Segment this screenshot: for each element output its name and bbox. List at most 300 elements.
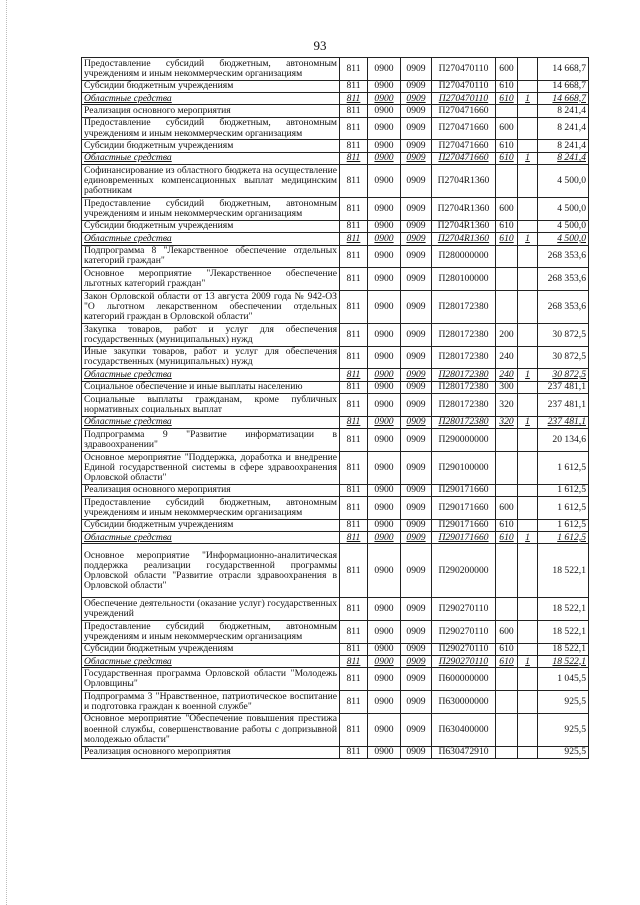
item-name: Закон Орловской области от 13 августа 2009 года № 942-ОЗ "О льготном лекарственном обеспечении отдельных категорий граждан в Орловской области" xyxy=(82,290,340,323)
funding-source-code xyxy=(518,381,538,393)
table-row xyxy=(82,620,589,643)
target-article-code: П290270110 xyxy=(432,643,496,655)
section-code: 0900 xyxy=(368,532,401,544)
expense-type-code xyxy=(496,105,518,117)
funding-source-code xyxy=(518,598,538,621)
amount: 18 522,1 xyxy=(538,620,589,643)
funding-source-code xyxy=(518,394,538,417)
subsection-code: 0909 xyxy=(401,655,432,667)
expense-type-code: 610 xyxy=(496,80,518,92)
amount: 4 500,0 xyxy=(538,198,589,221)
expense-type-code: 600 xyxy=(496,198,518,221)
expense-type-code: 610 xyxy=(496,220,518,232)
item-name: Социальные выплаты гражданам, кроме публичных нормативных социальных выплат xyxy=(82,394,340,417)
funding-source-code xyxy=(518,690,538,713)
item-name: Субсидии бюджетным учреждениям xyxy=(82,140,340,152)
item-name: Закупка товаров, работ и услуг для обеспечения государственных (муниципальных) нужд xyxy=(82,323,340,346)
amount: 925,5 xyxy=(538,746,589,758)
expense-type-code xyxy=(496,598,518,621)
item-name: Областные средства xyxy=(82,655,340,667)
amount: 925,5 xyxy=(538,690,589,713)
amount: 14 668,7 xyxy=(538,93,589,105)
item-name: Областные средства xyxy=(82,233,340,245)
subsection-code: 0909 xyxy=(401,394,432,417)
subsection-code: 0909 xyxy=(401,451,432,484)
item-name: Областные средства xyxy=(82,93,340,105)
grbs-code: 811 xyxy=(340,429,368,452)
funding-source-code xyxy=(518,429,538,452)
funding-source-code: 1 xyxy=(518,152,538,164)
subsection-code: 0909 xyxy=(401,519,432,531)
table-row xyxy=(82,323,589,346)
table-row xyxy=(82,598,589,621)
amount: 8 241,4 xyxy=(538,117,589,140)
target-article-code: П270471660 xyxy=(432,105,496,117)
subsection-code: 0909 xyxy=(401,80,432,92)
item-name: Субсидии бюджетным учреждениям xyxy=(82,519,340,531)
item-name: Предоставление субсидий бюджетным, автономным учреждениям и иным некоммерческим организациям xyxy=(82,198,340,221)
amount: 268 353,6 xyxy=(538,290,589,323)
expense-type-code xyxy=(496,245,518,268)
table-row xyxy=(82,381,589,393)
subsection-code: 0909 xyxy=(401,544,432,598)
grbs-code: 811 xyxy=(340,268,368,291)
item-name: Субсидии бюджетным учреждениям xyxy=(82,643,340,655)
section-code: 0900 xyxy=(368,497,401,520)
subsection-code: 0909 xyxy=(401,93,432,105)
table-row xyxy=(82,497,589,520)
section-code: 0900 xyxy=(368,369,401,381)
target-article-code: П290000000 xyxy=(432,429,496,452)
funding-source-code xyxy=(518,620,538,643)
grbs-code: 811 xyxy=(340,598,368,621)
target-article-code: П280172380 xyxy=(432,290,496,323)
amount: 1 045,5 xyxy=(538,668,589,691)
table-row xyxy=(82,532,589,544)
funding-source-code xyxy=(518,497,538,520)
funding-source-code xyxy=(518,198,538,221)
target-article-code: П290171660 xyxy=(432,497,496,520)
subsection-code: 0909 xyxy=(401,198,432,221)
expense-type-code: 320 xyxy=(496,394,518,417)
section-code: 0900 xyxy=(368,620,401,643)
subsection-code: 0909 xyxy=(401,268,432,291)
target-article-code: П280172380 xyxy=(432,369,496,381)
table-row xyxy=(82,117,589,140)
table-row xyxy=(82,690,589,713)
amount: 4 500,0 xyxy=(538,220,589,232)
expense-type-code: 240 xyxy=(496,369,518,381)
subsection-code: 0909 xyxy=(401,165,432,198)
subsection-code: 0909 xyxy=(401,484,432,496)
funding-source-code xyxy=(518,643,538,655)
amount: 268 353,6 xyxy=(538,245,589,268)
page-number: 93 xyxy=(313,38,327,53)
grbs-code: 811 xyxy=(340,117,368,140)
section-code: 0900 xyxy=(368,58,401,81)
section-code: 0900 xyxy=(368,668,401,691)
expense-type-code xyxy=(496,746,518,758)
expense-type-code xyxy=(496,451,518,484)
table-row xyxy=(82,233,589,245)
section-code: 0900 xyxy=(368,198,401,221)
grbs-code: 811 xyxy=(340,746,368,758)
table-row xyxy=(82,93,589,105)
grbs-code: 811 xyxy=(340,140,368,152)
table-row xyxy=(82,220,589,232)
expense-type-code: 600 xyxy=(496,58,518,81)
budget-table xyxy=(81,57,589,759)
funding-source-code xyxy=(518,323,538,346)
target-article-code: П280172380 xyxy=(432,323,496,346)
amount: 8 241,4 xyxy=(538,105,589,117)
grbs-code: 811 xyxy=(340,668,368,691)
section-code: 0900 xyxy=(368,598,401,621)
expense-type-code: 610 xyxy=(496,519,518,531)
expense-type-code xyxy=(496,429,518,452)
item-name: Подпрограмма 9 "Развитие информатизации в здравоохранении" xyxy=(82,429,340,452)
funding-source-code xyxy=(518,290,538,323)
table-row xyxy=(82,268,589,291)
funding-source-code xyxy=(518,58,538,81)
grbs-code: 811 xyxy=(340,105,368,117)
target-article-code: П290270110 xyxy=(432,655,496,667)
grbs-code: 811 xyxy=(340,220,368,232)
amount: 925,5 xyxy=(538,713,589,746)
target-article-code: П290171660 xyxy=(432,519,496,531)
table-row xyxy=(82,394,589,417)
grbs-code: 811 xyxy=(340,323,368,346)
grbs-code: 811 xyxy=(340,394,368,417)
page-edge-line xyxy=(6,0,7,905)
section-code: 0900 xyxy=(368,429,401,452)
grbs-code: 811 xyxy=(340,58,368,81)
subsection-code: 0909 xyxy=(401,140,432,152)
grbs-code: 811 xyxy=(340,80,368,92)
subsection-code: 0909 xyxy=(401,369,432,381)
expense-type-code: 320 xyxy=(496,416,518,428)
amount: 14 668,7 xyxy=(538,80,589,92)
expense-type-code: 610 xyxy=(496,643,518,655)
table-row xyxy=(82,713,589,746)
grbs-code: 811 xyxy=(340,497,368,520)
section-code: 0900 xyxy=(368,220,401,232)
item-name: Предоставление субсидий бюджетным, автономным учреждениям и иным некоммерческим организациям xyxy=(82,58,340,81)
target-article-code: П280000000 xyxy=(432,245,496,268)
target-article-code: П290100000 xyxy=(432,451,496,484)
subsection-code: 0909 xyxy=(401,245,432,268)
amount: 18 522,1 xyxy=(538,598,589,621)
item-name: Основное мероприятие "Поддержка, доработка и внедрение Единой государственной системы в сфере здравоохранения Орловской области" xyxy=(82,451,340,484)
expense-type-code xyxy=(496,668,518,691)
table-row xyxy=(82,544,589,598)
funding-source-code: 1 xyxy=(518,532,538,544)
expense-type-code xyxy=(496,290,518,323)
expense-type-code: 300 xyxy=(496,381,518,393)
target-article-code: П2704R1360 xyxy=(432,198,496,221)
section-code: 0900 xyxy=(368,519,401,531)
item-name: Субсидии бюджетным учреждениям xyxy=(82,220,340,232)
target-article-code: П600000000 xyxy=(432,668,496,691)
funding-source-code: 1 xyxy=(518,93,538,105)
subsection-code: 0909 xyxy=(401,346,432,369)
section-code: 0900 xyxy=(368,117,401,140)
grbs-code: 811 xyxy=(340,713,368,746)
target-article-code: П2704R1360 xyxy=(432,165,496,198)
target-article-code: П280172380 xyxy=(432,394,496,417)
subsection-code: 0909 xyxy=(401,233,432,245)
target-article-code: П270471660 xyxy=(432,140,496,152)
item-name: Реализация основного мероприятия xyxy=(82,484,340,496)
expense-type-code: 240 xyxy=(496,346,518,369)
funding-source-code xyxy=(518,746,538,758)
amount: 1 612,5 xyxy=(538,532,589,544)
subsection-code: 0909 xyxy=(401,690,432,713)
table-row xyxy=(82,290,589,323)
expense-type-code: 600 xyxy=(496,117,518,140)
subsection-code: 0909 xyxy=(401,497,432,520)
subsection-code: 0909 xyxy=(401,643,432,655)
target-article-code: П290270110 xyxy=(432,620,496,643)
item-name: Основное мероприятие "Информационно-аналитическая поддержка реализации государственной программы Орловской области "Развитие отрасли здравоохранения в Орловской области" xyxy=(82,544,340,598)
item-name: Основное мероприятие "Обеспечение повышения престижа военной службы, совершенствование работы с допризывной молодежью области" xyxy=(82,713,340,746)
section-code: 0900 xyxy=(368,394,401,417)
amount: 237 481,1 xyxy=(538,416,589,428)
expense-type-code: 600 xyxy=(496,497,518,520)
table-row xyxy=(82,198,589,221)
item-name: Реализация основного мероприятия xyxy=(82,105,340,117)
grbs-code: 811 xyxy=(340,93,368,105)
grbs-code: 811 xyxy=(340,346,368,369)
section-code: 0900 xyxy=(368,381,401,393)
expense-type-code: 200 xyxy=(496,323,518,346)
funding-source-code xyxy=(518,220,538,232)
section-code: 0900 xyxy=(368,544,401,598)
item-name: Областные средства xyxy=(82,152,340,164)
subsection-code: 0909 xyxy=(401,713,432,746)
amount: 8 241,4 xyxy=(538,140,589,152)
amount: 268 353,6 xyxy=(538,268,589,291)
grbs-code: 811 xyxy=(340,165,368,198)
grbs-code: 811 xyxy=(340,643,368,655)
target-article-code: П290171660 xyxy=(432,484,496,496)
item-name: Предоставление субсидий бюджетным, автономным учреждениям и иным некоммерческим организациям xyxy=(82,620,340,643)
grbs-code: 811 xyxy=(340,416,368,428)
table-row xyxy=(82,484,589,496)
target-article-code: П270470110 xyxy=(432,58,496,81)
grbs-code: 811 xyxy=(340,690,368,713)
table-row xyxy=(82,643,589,655)
item-name: Предоставление субсидий бюджетным, автономным учреждениям и иным некоммерческим организациям xyxy=(82,117,340,140)
grbs-code: 811 xyxy=(340,544,368,598)
section-code: 0900 xyxy=(368,152,401,164)
target-article-code: П2704R1360 xyxy=(432,220,496,232)
amount: 30 872,5 xyxy=(538,369,589,381)
item-name: Областные средства xyxy=(82,532,340,544)
section-code: 0900 xyxy=(368,105,401,117)
funding-source-code xyxy=(518,165,538,198)
section-code: 0900 xyxy=(368,655,401,667)
expense-type-code xyxy=(496,268,518,291)
subsection-code: 0909 xyxy=(401,381,432,393)
item-name: Софинансирование из областного бюджета на осуществление единовременных компенсационных выплат медицинским работникам xyxy=(82,165,340,198)
funding-source-code xyxy=(518,713,538,746)
item-name: Основное мероприятие "Лекарственное обеспечение льготных категорий граждан" xyxy=(82,268,340,291)
section-code: 0900 xyxy=(368,643,401,655)
grbs-code: 811 xyxy=(340,198,368,221)
expense-type-code: 610 xyxy=(496,152,518,164)
item-name: Обеспечение деятельности (оказание услуг) государственных учреждений xyxy=(82,598,340,621)
item-name: Подпрограмма 3 "Нравственное, патриотическое воспитание и подготовка граждан к военной службе" xyxy=(82,690,340,713)
item-name: Реализация основного мероприятия xyxy=(82,746,340,758)
subsection-code: 0909 xyxy=(401,620,432,643)
amount: 1 612,5 xyxy=(538,484,589,496)
table-row xyxy=(82,152,589,164)
item-name: Государственная программа Орловской области "Молодежь Орловщины" xyxy=(82,668,340,691)
funding-source-code xyxy=(518,268,538,291)
target-article-code: П270470110 xyxy=(432,93,496,105)
amount: 1 612,5 xyxy=(538,497,589,520)
table-row xyxy=(82,245,589,268)
funding-source-code xyxy=(518,346,538,369)
funding-source-code: 1 xyxy=(518,233,538,245)
funding-source-code xyxy=(518,245,538,268)
subsection-code: 0909 xyxy=(401,598,432,621)
amount: 30 872,5 xyxy=(538,346,589,369)
target-article-code: П630000000 xyxy=(432,690,496,713)
funding-source-code xyxy=(518,519,538,531)
grbs-code: 811 xyxy=(340,381,368,393)
grbs-code: 811 xyxy=(340,233,368,245)
grbs-code: 811 xyxy=(340,532,368,544)
target-article-code: П280172380 xyxy=(432,416,496,428)
target-article-code: П280100000 xyxy=(432,268,496,291)
funding-source-code: 1 xyxy=(518,416,538,428)
grbs-code: 811 xyxy=(340,245,368,268)
grbs-code: 811 xyxy=(340,451,368,484)
section-code: 0900 xyxy=(368,713,401,746)
subsection-code: 0909 xyxy=(401,429,432,452)
section-code: 0900 xyxy=(368,746,401,758)
grbs-code: 811 xyxy=(340,152,368,164)
amount: 14 668,7 xyxy=(538,58,589,81)
item-name: Областные средства xyxy=(82,416,340,428)
section-code: 0900 xyxy=(368,484,401,496)
table-row xyxy=(82,165,589,198)
funding-source-code xyxy=(518,668,538,691)
target-article-code: П280172380 xyxy=(432,346,496,369)
subsection-code: 0909 xyxy=(401,105,432,117)
grbs-code: 811 xyxy=(340,655,368,667)
subsection-code: 0909 xyxy=(401,152,432,164)
amount: 4 500,0 xyxy=(538,233,589,245)
amount: 20 134,6 xyxy=(538,429,589,452)
target-article-code: П630472910 xyxy=(432,746,496,758)
table-row xyxy=(82,369,589,381)
expense-type-code xyxy=(496,690,518,713)
expense-type-code xyxy=(496,484,518,496)
target-article-code: П290200000 xyxy=(432,544,496,598)
expense-type-code xyxy=(496,165,518,198)
expense-type-code: 610 xyxy=(496,93,518,105)
table-row xyxy=(82,519,589,531)
section-code: 0900 xyxy=(368,690,401,713)
target-article-code: П280172380 xyxy=(432,381,496,393)
expense-type-code: 600 xyxy=(496,620,518,643)
target-article-code: П270470110 xyxy=(432,80,496,92)
table-row xyxy=(82,668,589,691)
grbs-code: 811 xyxy=(340,519,368,531)
funding-source-code xyxy=(518,544,538,598)
section-code: 0900 xyxy=(368,451,401,484)
table-row xyxy=(82,58,589,81)
section-code: 0900 xyxy=(368,323,401,346)
funding-source-code xyxy=(518,140,538,152)
subsection-code: 0909 xyxy=(401,220,432,232)
expense-type-code: 610 xyxy=(496,532,518,544)
subsection-code: 0909 xyxy=(401,416,432,428)
amount: 237 481,1 xyxy=(538,394,589,417)
section-code: 0900 xyxy=(368,290,401,323)
item-name: Областные средства xyxy=(82,369,340,381)
target-article-code: П270471660 xyxy=(432,117,496,140)
grbs-code: 811 xyxy=(340,484,368,496)
amount: 237 481,1 xyxy=(538,381,589,393)
amount: 18 522,1 xyxy=(538,655,589,667)
amount: 4 500,0 xyxy=(538,165,589,198)
section-code: 0900 xyxy=(368,346,401,369)
table-row xyxy=(82,451,589,484)
funding-source-code: 1 xyxy=(518,655,538,667)
funding-source-code xyxy=(518,117,538,140)
subsection-code: 0909 xyxy=(401,117,432,140)
section-code: 0900 xyxy=(368,233,401,245)
subsection-code: 0909 xyxy=(401,58,432,81)
table-row xyxy=(82,140,589,152)
amount: 18 522,1 xyxy=(538,544,589,598)
item-name: Иные закупки товаров, работ и услуг для обеспечения государственных (муниципальных) нужд xyxy=(82,346,340,369)
amount: 1 612,5 xyxy=(538,451,589,484)
item-name: Подпрограмма 8 "Лекарственное обеспечение отдельных категорий граждан" xyxy=(82,245,340,268)
amount: 1 612,5 xyxy=(538,519,589,531)
section-code: 0900 xyxy=(368,140,401,152)
subsection-code: 0909 xyxy=(401,290,432,323)
item-name: Субсидии бюджетным учреждениям xyxy=(82,80,340,92)
table-row xyxy=(82,655,589,667)
table-row xyxy=(82,105,589,117)
expense-type-code xyxy=(496,544,518,598)
table-row xyxy=(82,80,589,92)
budget-table-body xyxy=(82,58,589,759)
target-article-code: П630400000 xyxy=(432,713,496,746)
subsection-code: 0909 xyxy=(401,746,432,758)
grbs-code: 811 xyxy=(340,290,368,323)
expense-type-code xyxy=(496,713,518,746)
amount: 8 241,4 xyxy=(538,152,589,164)
section-code: 0900 xyxy=(368,80,401,92)
funding-source-code xyxy=(518,484,538,496)
amount: 18 522,1 xyxy=(538,643,589,655)
expense-type-code: 610 xyxy=(496,655,518,667)
table-row xyxy=(82,416,589,428)
table-row xyxy=(82,346,589,369)
amount: 30 872,5 xyxy=(538,323,589,346)
section-code: 0900 xyxy=(368,165,401,198)
item-name: Предоставление субсидий бюджетным, автономным учреждениям и иным некоммерческим организациям xyxy=(82,497,340,520)
section-code: 0900 xyxy=(368,245,401,268)
subsection-code: 0909 xyxy=(401,532,432,544)
target-article-code: П270471660 xyxy=(432,152,496,164)
